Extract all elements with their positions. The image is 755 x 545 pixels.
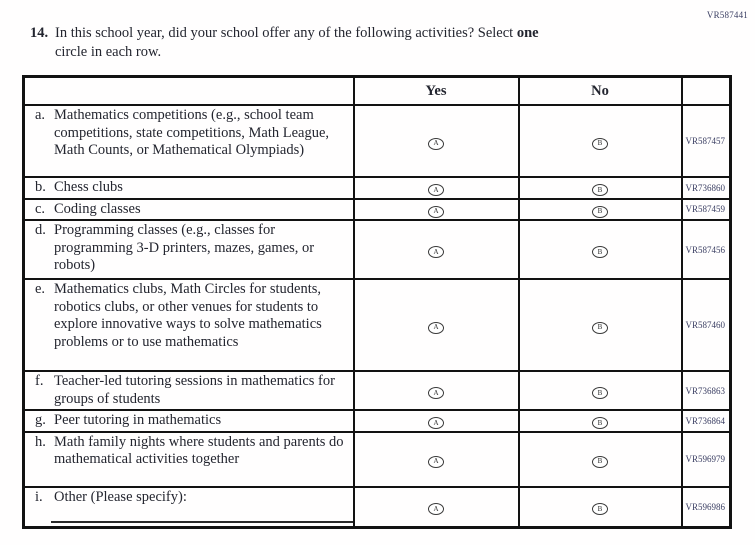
yes-bubble-letter: A — [433, 323, 439, 331]
yes-cell — [354, 279, 519, 371]
code-cell — [682, 105, 731, 177]
question-text-before: In this school year, did your school offer any of the following activities? Select — [55, 25, 514, 41]
yes-bubble[interactable] — [428, 246, 444, 258]
activity-text: Coding classes — [54, 200, 141, 217]
row-code: VR596986 — [685, 501, 726, 512]
header-no: No — [519, 77, 682, 106]
question — [0, 0, 755, 62]
table-row — [24, 432, 731, 487]
activity-text: Mathematics clubs, Math Circles for students, robotics clubs, or other venues for students to explore innovative ways to solve mathematics problems or to use mathematics — [54, 281, 322, 350]
yes-bubble-letter: A — [433, 139, 439, 147]
row-code: VR587457 — [685, 136, 726, 146]
yes-bubble-letter: A — [433, 418, 439, 427]
activity-text: Other (Please specify): — [54, 488, 187, 505]
yes-bubble[interactable] — [428, 417, 444, 429]
table-row — [24, 177, 731, 199]
row-letter: d. — [35, 222, 46, 238]
table-row — [24, 410, 731, 432]
header-yes: Yes — [354, 77, 519, 106]
row-code: VR587459 — [685, 204, 726, 215]
no-bubble[interactable] — [592, 417, 608, 429]
row-letter: b. — [35, 179, 46, 195]
no-bubble[interactable] — [592, 503, 608, 515]
yes-bubble[interactable] — [428, 456, 444, 468]
yes-bubble[interactable] — [428, 503, 444, 515]
no-bubble[interactable] — [592, 138, 608, 150]
table-row — [24, 105, 731, 177]
no-cell — [519, 432, 682, 487]
yes-bubble[interactable] — [428, 184, 444, 196]
yes-bubble[interactable] — [428, 387, 444, 399]
no-bubble[interactable] — [592, 184, 608, 196]
activity-text: Peer tutoring in mathematics — [54, 412, 222, 428]
question-number: 14. — [30, 25, 49, 41]
no-cell — [519, 177, 682, 199]
row-letter: f. — [35, 373, 44, 389]
yes-bubble-letter: A — [433, 457, 439, 465]
activity-text: Programming classes (e.g., classes for programming 3-D printers, mazes, games, or robots) — [54, 222, 315, 273]
no-bubble-letter: B — [597, 457, 603, 465]
yes-bubble-letter: A — [433, 185, 439, 194]
table-row — [24, 220, 731, 279]
yes-cell — [354, 220, 519, 279]
no-cell — [519, 105, 682, 177]
yes-cell — [354, 371, 519, 410]
header-code-cell — [682, 77, 731, 106]
code-cell — [682, 199, 731, 221]
no-bubble-letter: B — [597, 418, 603, 427]
page-form-code: VR587441 — [706, 10, 748, 20]
no-cell — [519, 279, 682, 371]
question-text-after: circle in each row. — [55, 44, 162, 60]
question-text-bold: one — [516, 25, 539, 41]
table-row — [24, 279, 731, 371]
header-blank-cell — [24, 77, 354, 106]
activity-cell — [24, 220, 354, 279]
activity-text: Math family nights where students and parents do mathematical activities together — [54, 433, 344, 467]
row-letter: h. — [35, 433, 46, 450]
activity-text: Teacher-led tutoring sessions in mathematics for groups of students — [54, 373, 335, 407]
activity-cell — [24, 279, 354, 371]
activity-cell — [24, 410, 354, 432]
no-bubble[interactable] — [592, 246, 608, 258]
no-bubble-letter: B — [597, 247, 603, 256]
no-bubble-letter: B — [597, 139, 603, 147]
row-letter: i. — [35, 488, 43, 505]
write-in-line[interactable] — [51, 521, 353, 523]
yes-bubble-letter: A — [433, 247, 439, 256]
no-bubble[interactable] — [592, 322, 608, 334]
code-cell — [682, 177, 731, 199]
row-code: VR587460 — [685, 320, 726, 330]
no-bubble-letter: B — [597, 185, 603, 194]
no-bubble-letter: B — [597, 207, 603, 216]
yes-bubble-letter: A — [433, 207, 439, 216]
no-cell — [519, 220, 682, 279]
yes-bubble-letter: A — [433, 504, 439, 513]
yes-cell — [354, 177, 519, 199]
no-bubble[interactable] — [592, 456, 608, 468]
row-code: VR736860 — [685, 182, 726, 193]
activity-cell — [24, 371, 354, 410]
code-cell — [682, 432, 731, 487]
activity-text: Mathematics competitions (e.g., school team competitions, state competitions, Math League, Math Counts, or Mathematical Olympiads) — [54, 107, 330, 158]
code-cell — [682, 279, 731, 371]
no-cell — [519, 199, 682, 221]
yes-bubble[interactable] — [428, 322, 444, 334]
row-letter: g. — [35, 412, 46, 428]
yes-cell — [354, 487, 519, 528]
table-header-row — [24, 77, 731, 106]
yes-cell — [354, 199, 519, 221]
no-bubble[interactable] — [592, 206, 608, 218]
no-cell — [519, 371, 682, 410]
yes-cell — [354, 105, 519, 177]
code-cell — [682, 371, 731, 410]
activity-cell — [24, 487, 354, 528]
code-cell — [682, 487, 731, 528]
activity-cell — [24, 199, 354, 221]
row-code: VR736863 — [685, 385, 726, 396]
yes-cell — [354, 432, 519, 487]
no-bubble-letter: B — [597, 504, 603, 513]
table-row — [24, 199, 731, 221]
row-letter: a. — [35, 107, 46, 123]
table-row — [24, 371, 731, 410]
table-row — [24, 487, 731, 528]
activity-cell — [24, 432, 354, 487]
no-cell — [519, 487, 682, 528]
row-code: VR587456 — [685, 244, 726, 255]
yes-bubble[interactable] — [428, 206, 444, 218]
code-cell — [682, 410, 731, 432]
row-code: VR736864 — [685, 415, 726, 426]
yes-bubble[interactable] — [428, 138, 444, 150]
yes-cell — [354, 410, 519, 432]
row-letter: c. — [35, 200, 46, 217]
no-bubble[interactable] — [592, 387, 608, 399]
no-cell — [519, 410, 682, 432]
row-code: VR596979 — [685, 454, 726, 464]
question-text — [55, 24, 539, 62]
no-bubble-letter: B — [597, 323, 603, 331]
activity-cell — [24, 105, 354, 177]
no-bubble-letter: B — [597, 388, 603, 397]
code-cell — [682, 220, 731, 279]
row-letter: e. — [35, 281, 46, 297]
yes-bubble-letter: A — [433, 388, 439, 397]
activity-text: Chess clubs — [54, 179, 123, 195]
activity-cell — [24, 177, 354, 199]
activities-table — [22, 75, 732, 529]
